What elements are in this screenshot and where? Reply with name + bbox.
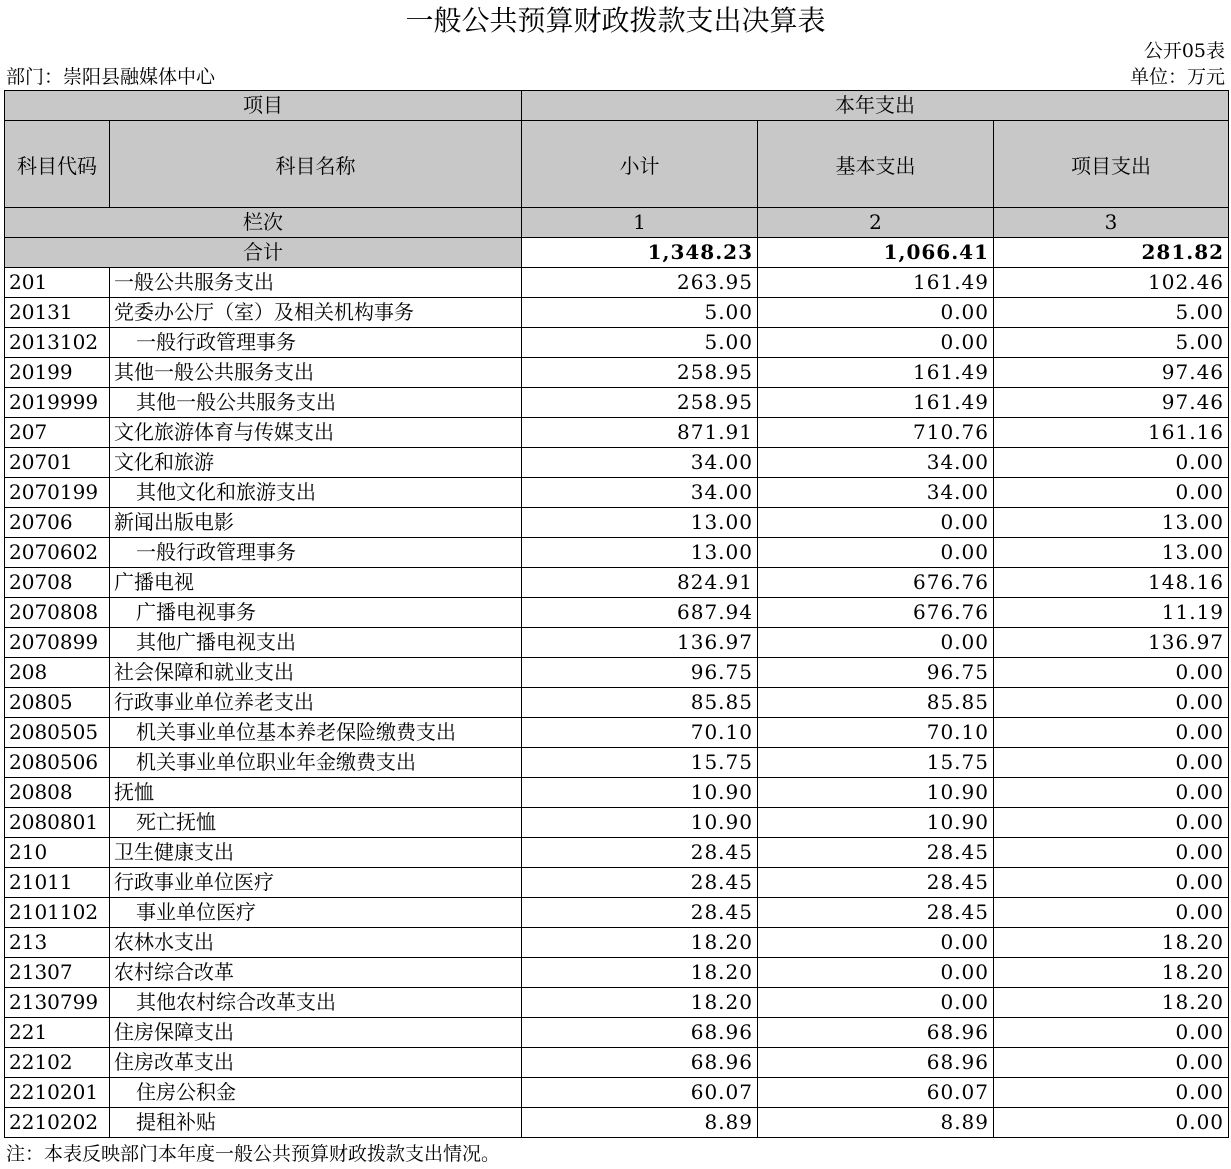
row-name: 文化和旅游	[110, 448, 522, 478]
row-name: 一般行政管理事务	[110, 538, 522, 568]
row-basic: 70.10	[758, 718, 994, 748]
row-name: 一般公共服务支出	[110, 268, 522, 298]
row-name: 党委办公厅（室）及相关机构事务	[110, 298, 522, 328]
row-name: 农村综合改革	[110, 958, 522, 988]
row-name: 机关事业单位基本养老保险缴费支出	[110, 718, 522, 748]
row-code: 2210202	[5, 1108, 110, 1138]
row-basic: 161.49	[758, 268, 994, 298]
row-name: 行政事业单位养老支出	[110, 688, 522, 718]
row-project: 0.00	[994, 1108, 1229, 1138]
table-row	[5, 808, 1229, 838]
table-row	[5, 898, 1229, 928]
column-index-2: 2	[758, 208, 994, 238]
table-row	[5, 628, 1229, 658]
table-row	[5, 1108, 1229, 1138]
row-subtotal: 28.45	[522, 868, 758, 898]
row-project: 0.00	[994, 778, 1229, 808]
row-code: 21307	[5, 958, 110, 988]
row-code: 2080505	[5, 718, 110, 748]
row-project: 0.00	[994, 868, 1229, 898]
row-code: 2130799	[5, 988, 110, 1018]
row-code: 20199	[5, 358, 110, 388]
table-row	[5, 778, 1229, 808]
table-row	[5, 988, 1229, 1018]
row-subtotal: 34.00	[522, 448, 758, 478]
row-name: 广播电视事务	[110, 598, 522, 628]
row-project: 0.00	[994, 688, 1229, 718]
row-project: 148.16	[994, 568, 1229, 598]
row-project: 102.46	[994, 268, 1229, 298]
row-subtotal: 28.45	[522, 838, 758, 868]
table-row	[5, 448, 1229, 478]
row-name: 其他一般公共服务支出	[110, 358, 522, 388]
row-subtotal: 824.91	[522, 568, 758, 598]
row-project: 13.00	[994, 538, 1229, 568]
row-name: 其他广播电视支出	[110, 628, 522, 658]
total-row	[5, 238, 1229, 268]
row-code: 208	[5, 658, 110, 688]
row-basic: 96.75	[758, 658, 994, 688]
unit-label: 单位：万元	[1129, 66, 1225, 88]
row-project: 0.00	[994, 1018, 1229, 1048]
row-code: 20808	[5, 778, 110, 808]
row-basic: 10.90	[758, 808, 994, 838]
row-project: 0.00	[994, 808, 1229, 838]
row-basic: 0.00	[758, 958, 994, 988]
row-basic: 34.00	[758, 478, 994, 508]
row-name: 提租补贴	[110, 1108, 522, 1138]
row-code: 20706	[5, 508, 110, 538]
row-project: 0.00	[994, 1078, 1229, 1108]
table-row	[5, 388, 1229, 418]
row-basic: 0.00	[758, 988, 994, 1018]
row-code: 20701	[5, 448, 110, 478]
row-subtotal: 34.00	[522, 478, 758, 508]
footnote: 注：本表反映部门本年度一般公共预算财政拨款支出情况。	[6, 1143, 501, 1165]
row-basic: 28.45	[758, 868, 994, 898]
row-basic: 676.76	[758, 598, 994, 628]
table-row	[5, 358, 1229, 388]
row-subtotal: 96.75	[522, 658, 758, 688]
header-name: 科目名称	[110, 121, 522, 208]
row-basic: 0.00	[758, 328, 994, 358]
row-subtotal: 5.00	[522, 298, 758, 328]
header-row-1	[5, 91, 1229, 121]
table-row	[5, 688, 1229, 718]
row-subtotal: 60.07	[522, 1078, 758, 1108]
row-name: 其他一般公共服务支出	[110, 388, 522, 418]
row-project: 0.00	[994, 898, 1229, 928]
header-row-2	[5, 121, 1229, 208]
table-row	[5, 1018, 1229, 1048]
row-project: 5.00	[994, 298, 1229, 328]
page-title: 一般公共预算财政拨款支出决算表	[405, 4, 826, 37]
column-index-row	[5, 208, 1229, 238]
table-row	[5, 328, 1229, 358]
row-subtotal: 68.96	[522, 1048, 758, 1078]
row-name: 新闻出版电影	[110, 508, 522, 538]
row-project: 97.46	[994, 358, 1229, 388]
expenditure-table	[4, 90, 1229, 1138]
table-row	[5, 658, 1229, 688]
row-basic: 676.76	[758, 568, 994, 598]
row-subtotal: 10.90	[522, 778, 758, 808]
row-subtotal: 871.91	[522, 418, 758, 448]
header-current-year: 本年支出	[522, 91, 1229, 121]
total-basic: 1,066.41	[758, 238, 994, 268]
row-code: 210	[5, 838, 110, 868]
row-subtotal: 8.89	[522, 1108, 758, 1138]
row-code: 207	[5, 418, 110, 448]
row-code: 213	[5, 928, 110, 958]
row-subtotal: 687.94	[522, 598, 758, 628]
row-code: 2080506	[5, 748, 110, 778]
row-code: 20708	[5, 568, 110, 598]
row-project: 0.00	[994, 1048, 1229, 1078]
row-name: 住房公积金	[110, 1078, 522, 1108]
total-label: 合计	[5, 238, 522, 268]
row-name: 住房改革支出	[110, 1048, 522, 1078]
row-project: 13.00	[994, 508, 1229, 538]
row-code: 21011	[5, 868, 110, 898]
row-subtotal: 13.00	[522, 508, 758, 538]
header-code: 科目代码	[5, 121, 110, 208]
row-name: 死亡抚恤	[110, 808, 522, 838]
row-basic: 161.49	[758, 388, 994, 418]
row-name: 广播电视	[110, 568, 522, 598]
row-basic: 68.96	[758, 1018, 994, 1048]
row-project: 18.20	[994, 988, 1229, 1018]
row-code: 2210201	[5, 1078, 110, 1108]
row-subtotal: 136.97	[522, 628, 758, 658]
row-project: 11.19	[994, 598, 1229, 628]
table-row	[5, 1048, 1229, 1078]
row-code: 20131	[5, 298, 110, 328]
table-row	[5, 928, 1229, 958]
row-project: 97.46	[994, 388, 1229, 418]
row-basic: 0.00	[758, 628, 994, 658]
row-name: 抚恤	[110, 778, 522, 808]
row-subtotal: 68.96	[522, 1018, 758, 1048]
row-basic: 10.90	[758, 778, 994, 808]
row-project: 136.97	[994, 628, 1229, 658]
row-code: 2101102	[5, 898, 110, 928]
row-project: 0.00	[994, 448, 1229, 478]
row-code: 20805	[5, 688, 110, 718]
table-row	[5, 718, 1229, 748]
header-subtotal: 小计	[522, 121, 758, 208]
row-subtotal: 13.00	[522, 538, 758, 568]
row-code: 2070899	[5, 628, 110, 658]
header-project-expense: 项目支出	[994, 121, 1229, 208]
row-subtotal: 5.00	[522, 328, 758, 358]
table-row	[5, 598, 1229, 628]
row-name: 卫生健康支出	[110, 838, 522, 868]
row-basic: 8.89	[758, 1108, 994, 1138]
row-basic: 710.76	[758, 418, 994, 448]
row-basic: 28.45	[758, 898, 994, 928]
total-subtotal: 1,348.23	[522, 238, 758, 268]
row-subtotal: 28.45	[522, 898, 758, 928]
table-row	[5, 538, 1229, 568]
row-project: 0.00	[994, 838, 1229, 868]
row-code: 221	[5, 1018, 110, 1048]
row-name: 其他文化和旅游支出	[110, 478, 522, 508]
table-row	[5, 1078, 1229, 1108]
row-basic: 0.00	[758, 508, 994, 538]
row-basic: 60.07	[758, 1078, 994, 1108]
row-project: 161.16	[994, 418, 1229, 448]
row-basic: 34.00	[758, 448, 994, 478]
row-basic: 161.49	[758, 358, 994, 388]
table-row	[5, 478, 1229, 508]
row-code: 2070602	[5, 538, 110, 568]
row-basic: 0.00	[758, 538, 994, 568]
row-subtotal: 18.20	[522, 958, 758, 988]
row-project: 18.20	[994, 928, 1229, 958]
row-code: 201	[5, 268, 110, 298]
row-project: 18.20	[994, 958, 1229, 988]
row-project: 0.00	[994, 748, 1229, 778]
column-index-3: 3	[994, 208, 1229, 238]
header-project: 项目	[5, 91, 522, 121]
department-label: 部门：崇阳县融媒体中心	[6, 66, 216, 88]
total-project: 281.82	[994, 238, 1229, 268]
row-subtotal: 18.20	[522, 988, 758, 1018]
table-row	[5, 838, 1229, 868]
row-subtotal: 258.95	[522, 388, 758, 418]
row-name: 机关事业单位职业年金缴费支出	[110, 748, 522, 778]
row-name: 一般行政管理事务	[110, 328, 522, 358]
row-basic: 15.75	[758, 748, 994, 778]
row-name: 行政事业单位医疗	[110, 868, 522, 898]
row-name: 事业单位医疗	[110, 898, 522, 928]
row-basic: 85.85	[758, 688, 994, 718]
row-code: 2013102	[5, 328, 110, 358]
row-subtotal: 18.20	[522, 928, 758, 958]
row-code: 2070199	[5, 478, 110, 508]
header-basic: 基本支出	[758, 121, 994, 208]
row-project: 0.00	[994, 718, 1229, 748]
row-name: 住房保障支出	[110, 1018, 522, 1048]
table-row	[5, 568, 1229, 598]
table-row	[5, 418, 1229, 448]
row-basic: 28.45	[758, 838, 994, 868]
row-basic: 0.00	[758, 298, 994, 328]
row-name: 其他农村综合改革支出	[110, 988, 522, 1018]
table-row	[5, 958, 1229, 988]
row-project: 5.00	[994, 328, 1229, 358]
table-row	[5, 298, 1229, 328]
row-basic: 68.96	[758, 1048, 994, 1078]
row-subtotal: 85.85	[522, 688, 758, 718]
row-subtotal: 258.95	[522, 358, 758, 388]
row-subtotal: 10.90	[522, 808, 758, 838]
table-row	[5, 748, 1229, 778]
form-number: 公开05表	[1143, 40, 1225, 62]
row-name: 社会保障和就业支出	[110, 658, 522, 688]
table-row	[5, 268, 1229, 298]
column-index-1: 1	[522, 208, 758, 238]
table-row	[5, 868, 1229, 898]
row-code: 2019999	[5, 388, 110, 418]
row-code: 22102	[5, 1048, 110, 1078]
row-basic: 0.00	[758, 928, 994, 958]
column-index-label: 栏次	[5, 208, 522, 238]
table-row	[5, 508, 1229, 538]
row-subtotal: 15.75	[522, 748, 758, 778]
row-code: 2080801	[5, 808, 110, 838]
row-project: 0.00	[994, 478, 1229, 508]
row-name: 文化旅游体育与传媒支出	[110, 418, 522, 448]
row-name: 农林水支出	[110, 928, 522, 958]
row-subtotal: 263.95	[522, 268, 758, 298]
row-subtotal: 70.10	[522, 718, 758, 748]
row-project: 0.00	[994, 658, 1229, 688]
row-code: 2070808	[5, 598, 110, 628]
